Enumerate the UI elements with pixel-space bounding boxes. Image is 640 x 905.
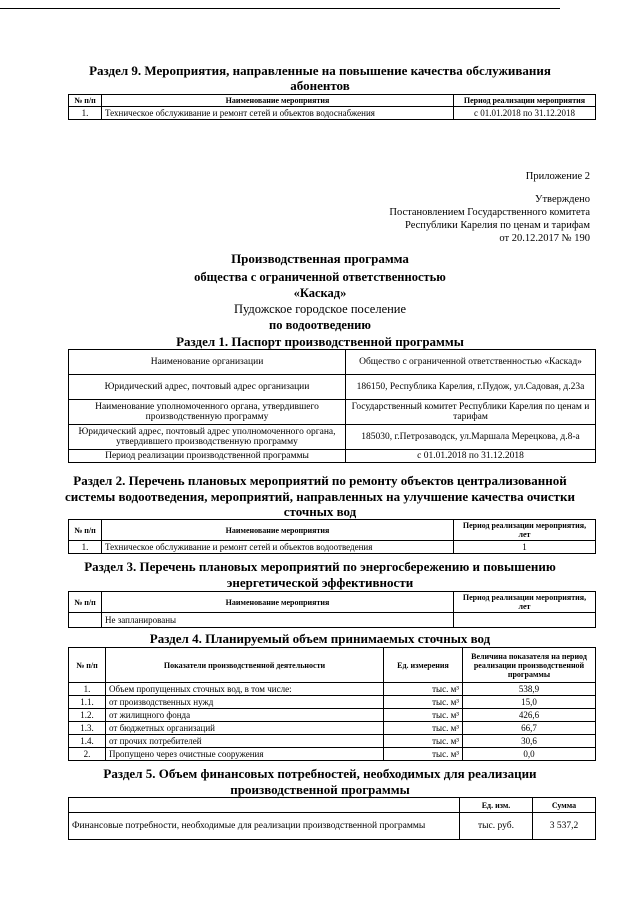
col-header: № п/п (69, 520, 102, 541)
sec2-table (68, 519, 596, 554)
sec4-title: Раздел 4. Планируемый объем принимаемых сточных вод (149, 631, 491, 646)
col-header: Период реализации мероприятия, лет (454, 592, 596, 613)
appendix-line1: Постановлением Государственного комитета (389, 207, 590, 218)
program-org-line2: «Каскад» (293, 286, 347, 300)
table-cell: с 01.01.2018 по 31.12.2018 (454, 107, 596, 120)
program-scope: по водоотведению (269, 318, 371, 332)
table-cell: Не запланированы (102, 613, 454, 628)
col-header: Показатели производственной деятельности (106, 648, 384, 683)
sec5-title-line1: Раздел 5. Объем финансовых потребностей, необходимых для реализации (103, 766, 537, 781)
table-cell: 0,0 (463, 748, 596, 761)
table-cell: 1.3. (69, 722, 106, 735)
table-cell: 2. (69, 748, 106, 761)
col-header: № п/п (69, 592, 102, 613)
table-row (69, 696, 596, 709)
col-header: № п/п (69, 95, 102, 107)
table-header-row (69, 592, 596, 613)
sec3-title-line1: Раздел 3. Перечень плановых мероприятий по энергосбережению и повышению (84, 559, 556, 574)
table-cell: тыс. м³ (384, 748, 463, 761)
table-cell: тыс. м³ (384, 722, 463, 735)
col-header: Наименование мероприятия (102, 592, 454, 613)
col-header: Период реализации мероприятия, лет (454, 520, 596, 541)
table-row (69, 722, 596, 735)
table-cell: от бюджетных организаций (106, 722, 384, 735)
table-cell: 1.4. (69, 735, 106, 748)
table-cell (69, 613, 102, 628)
table-cell: от производственных нужд (106, 696, 384, 709)
table-row (69, 350, 596, 375)
table-cell: тыс. м³ (384, 683, 463, 696)
table-cell: 1. (69, 683, 106, 696)
table-cell: Общество с ограниченной ответственностью «Каскад» (346, 350, 596, 375)
table-cell: от прочих потребителей (106, 735, 384, 748)
table-cell: Юридический адрес, почтовый адрес организации (69, 375, 346, 400)
col-header: Ед. измерения (384, 648, 463, 683)
top-divider (0, 8, 560, 9)
sec1-title: Раздел 1. Паспорт производственной программы (176, 334, 464, 349)
table-cell: 538,9 (463, 683, 596, 696)
col-header (69, 798, 460, 813)
sec5-title-line2: производственной программы (230, 782, 410, 797)
table-cell: тыс. м³ (384, 696, 463, 709)
table-cell: 30,6 (463, 735, 596, 748)
table-header-row (69, 520, 596, 541)
table-row (69, 735, 596, 748)
table-row (69, 425, 596, 450)
table-row (69, 613, 596, 628)
sec9-title-line1: Раздел 9. Мероприятия, направленные на повышение качества обслуживания (89, 63, 551, 78)
table-cell: тыс. м³ (384, 735, 463, 748)
program-title: Производственная программа (231, 251, 409, 266)
col-header: Наименование мероприятия (102, 520, 454, 541)
table-header-row (69, 648, 596, 683)
appendix-approved: Утверждено (535, 194, 590, 205)
table-cell: Пропущено через очистные сооружения (106, 748, 384, 761)
sec3-title-line2: энергетической эффективности (226, 575, 414, 590)
table-cell: 15,0 (463, 696, 596, 709)
table-cell: тыс. м³ (384, 709, 463, 722)
col-header: Ед. изм. (460, 798, 533, 813)
col-header: Величина показателя на период реализации производственной программы (463, 648, 596, 683)
sec9-table (68, 94, 596, 120)
table-row (69, 400, 596, 425)
table-header-row (69, 95, 596, 107)
table-cell: Техническое обслуживание и ремонт сетей и объектов водоснабжения (102, 107, 454, 120)
table-cell: 1. (69, 541, 102, 554)
appendix-label: Приложение 2 (525, 171, 590, 182)
sec3-table (68, 591, 596, 628)
table-cell: 66,7 (463, 722, 596, 735)
col-header: Период реализации мероприятия (454, 95, 596, 107)
table-cell: от жилищного фонда (106, 709, 384, 722)
sec9-title-line2: абонентов (290, 78, 350, 93)
sec4-table (68, 647, 596, 761)
table-cell: Объем пропущенных сточных вод, в том числе: (106, 683, 384, 696)
table-row (69, 709, 596, 722)
program-org-line1: общества с ограниченной ответственностью (194, 270, 446, 284)
table-row (69, 450, 596, 463)
table-cell: 1.2. (69, 709, 106, 722)
table-row (69, 541, 596, 554)
table-cell: 1. (69, 107, 102, 120)
table-row (69, 813, 596, 840)
table-row (69, 107, 596, 120)
sec1-table (68, 349, 596, 463)
table-cell: 426,6 (463, 709, 596, 722)
table-cell: 3 537,2 (533, 813, 596, 840)
table-cell: тыс. руб. (460, 813, 533, 840)
table-cell: с 01.01.2018 по 31.12.2018 (346, 450, 596, 463)
sec2-title-line3: сточных вод (283, 504, 357, 519)
sec2-title-line1: Раздел 2. Перечень плановых мероприятий по ремонту объектов централизованной (73, 473, 567, 488)
table-cell: Период реализации производственной программы (69, 450, 346, 463)
table-row (69, 683, 596, 696)
table-cell: 185030, г.Петрозаводск, ул.Маршала Мерецкова, д.8-а (346, 425, 596, 450)
table-cell: Наименование уполномоченного органа, утвердившего производственную программу (69, 400, 346, 425)
col-header: Наименование мероприятия (102, 95, 454, 107)
table-cell: Государственный комитет Республики Карелия по ценам и тарифам (346, 400, 596, 425)
table-cell: 1.1. (69, 696, 106, 709)
appendix-line3: от 20.12.2017 № 190 (499, 233, 590, 244)
table-cell: Юридический адрес, почтовый адрес уполномоченного органа, утвердившего производственную программу (69, 425, 346, 450)
table-cell (454, 613, 596, 628)
table-cell: Наименование организации (69, 350, 346, 375)
col-header: № п/п (69, 648, 106, 683)
table-header-row (69, 798, 596, 813)
col-header: Сумма (533, 798, 596, 813)
sec5-table (68, 797, 596, 840)
table-row (69, 748, 596, 761)
program-settlement: Пудожское городское поселение (233, 302, 407, 316)
table-cell: 186150, Республика Карелия, г.Пудож, ул.Садовая, д.23а (346, 375, 596, 400)
sec2-title-line2: системы водоотведения, мероприятий, направленных на улучшение качества очистки (65, 489, 575, 504)
table-cell: Техническое обслуживание и ремонт сетей и объектов водоотведения (102, 541, 454, 554)
table-cell: Финансовые потребности, необходимые для реализации производственной программы (69, 813, 460, 840)
appendix-line2: Республики Карелия по ценам и тарифам (405, 220, 590, 231)
table-row (69, 375, 596, 400)
table-cell: 1 (454, 541, 596, 554)
